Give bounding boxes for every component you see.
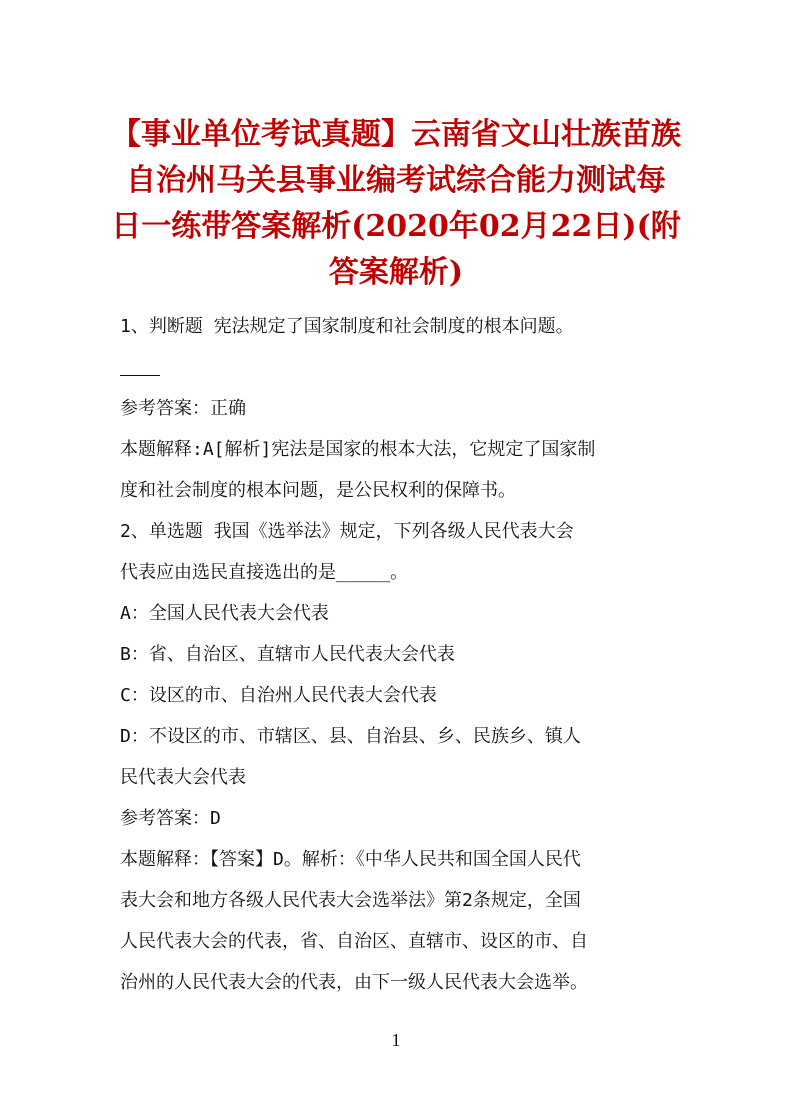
title-line: 日一练带答案解析(2020年02月22日)(附 [111, 209, 681, 244]
document-title [110, 112, 682, 296]
answer-blank [120, 347, 680, 388]
question-1-explanation: 本题解释:A[解析]宪法是国家的根本大法，它规定了国家制 [120, 439, 596, 460]
option-b: B：省、自治区、直辖市人民代表大会代表 [120, 644, 455, 665]
option-d: D：不设区的市、市辖区、县、自治县、乡、民族乡、镇人 [120, 726, 581, 747]
question-2-explanation: 治州的人民代表大会的代表，由下一级人民代表大会选举。 [120, 972, 588, 993]
question-2-explanation: 本题解释：【答案】D。解析：《中华人民共和国全国人民代 [120, 849, 581, 870]
answer-blank-underline [120, 361, 160, 376]
question-1-explanation: 度和社会制度的根本问题，是公民权利的保障书。 [120, 480, 516, 501]
option-d: 民代表大会代表 [120, 767, 246, 788]
option-c: C：设区的市、自治州人民代表大会代表 [120, 685, 437, 706]
page-number: 1 [391, 1030, 401, 1050]
question-1-text: 1、判断题 宪法规定了国家制度和社会制度的根本问题。 [120, 316, 574, 337]
question-2-explanation: 表大会和地方各级人民代表大会选举法》第2条规定，全国 [120, 890, 581, 911]
option-a: A：全国人民代表大会代表 [120, 603, 329, 624]
title-line: 自治州马关县事业编考试综合能力测试每 [126, 163, 666, 198]
title-line: 【事业单位考试真题】云南省文山壮族苗族 [111, 117, 681, 152]
question-2-text: 2、单选题 我国《选举法》规定，下列各级人民代表大会 [120, 521, 574, 542]
question-2-answer: 参考答案：D [120, 808, 221, 829]
document-body [120, 306, 680, 1003]
title-line: 答案解析) [328, 255, 464, 290]
question-1-answer: 参考答案：正确 [120, 398, 246, 419]
question-2-explanation: 人民代表大会的代表，省、自治区、直辖市、设区的市、自 [120, 931, 588, 952]
question-2-text: 代表应由选民直接选出的是_____。 [120, 562, 409, 583]
